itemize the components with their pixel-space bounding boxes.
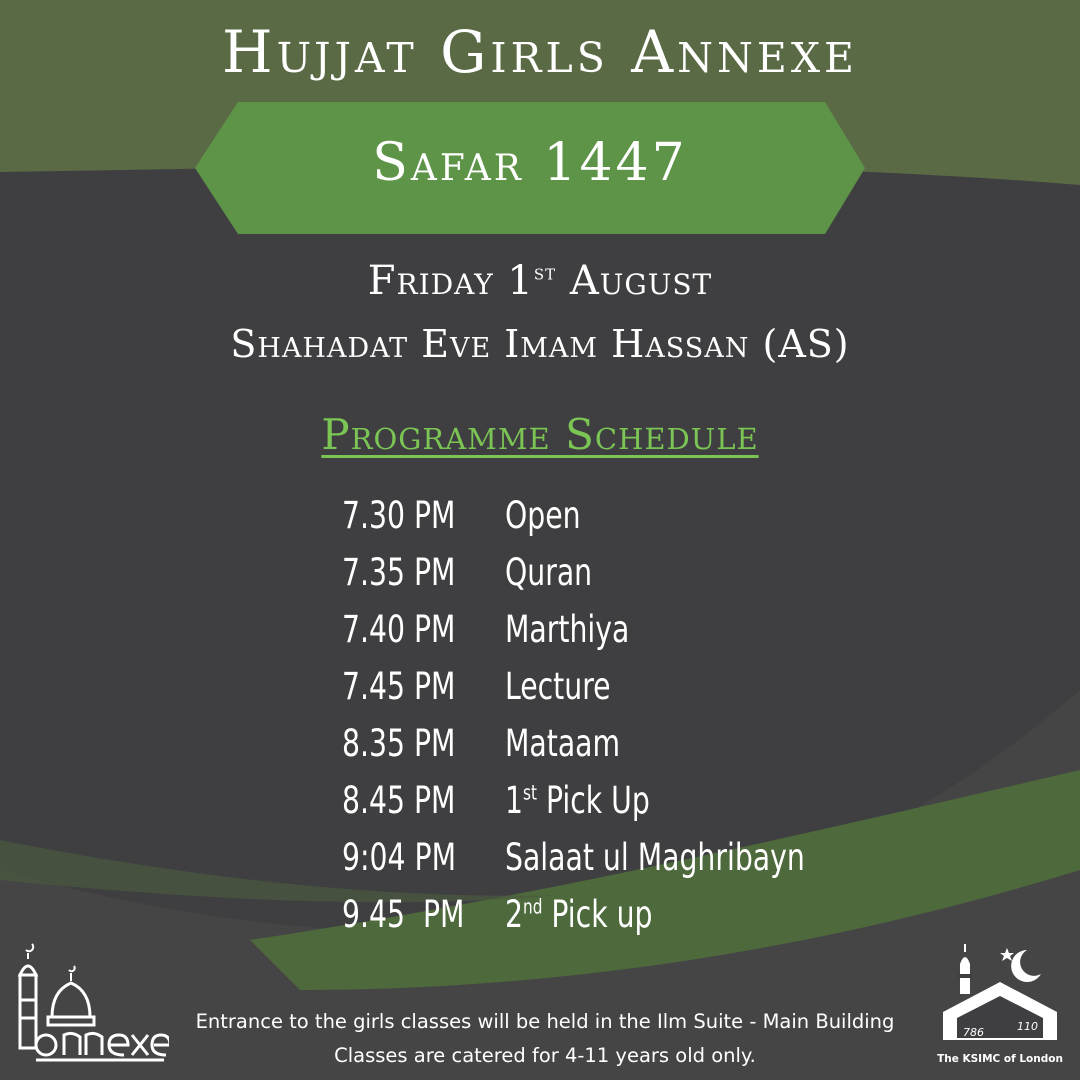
event-title: Shahadat Eve Imam Hassan (AS) bbox=[230, 322, 850, 366]
date-line bbox=[0, 258, 1080, 304]
schedule-item: Open bbox=[505, 494, 581, 537]
schedule-item: Marthiya bbox=[505, 608, 630, 651]
logo-number-right: 110 bbox=[1017, 1020, 1038, 1033]
schedule-time: 8.45 PM bbox=[342, 779, 456, 822]
schedule-row bbox=[342, 772, 858, 829]
schedule-row bbox=[342, 829, 858, 886]
schedule-item: Salaat ul Maghribayn bbox=[505, 836, 805, 879]
schedule-item: Mataam bbox=[505, 722, 621, 765]
banner-text: Safar 1447 bbox=[372, 133, 688, 193]
star-icon bbox=[1000, 948, 1014, 961]
crescent-icon bbox=[1011, 950, 1041, 982]
schedule-row bbox=[342, 544, 858, 601]
schedule-item-sup: st bbox=[523, 780, 537, 805]
date-prefix: Friday 1 bbox=[367, 258, 534, 304]
schedule-item bbox=[505, 893, 652, 936]
schedule-row bbox=[342, 658, 858, 715]
schedule-time: 9:04 PM bbox=[342, 836, 456, 879]
schedule-row bbox=[342, 487, 858, 544]
schedule-time: 8.35 PM bbox=[342, 722, 456, 765]
schedule-item-prefix: 1 bbox=[505, 779, 524, 822]
schedule-item bbox=[505, 779, 650, 822]
schedule-list bbox=[342, 487, 858, 943]
footer-line-1: Entrance to the girls classes will be held in the Ilm Suite - Main Building bbox=[195, 1010, 895, 1033]
schedule-row bbox=[342, 886, 858, 943]
page-title: Hujjat Girls Annexe bbox=[222, 18, 858, 86]
schedule-time: 7.40 PM bbox=[342, 608, 456, 651]
logo-number-left: 786 bbox=[963, 1026, 984, 1039]
annexe-logo bbox=[14, 935, 169, 1070]
date-sup: st bbox=[533, 260, 557, 286]
schedule-item-sup: nd bbox=[523, 894, 543, 919]
date-suffix: August bbox=[556, 258, 713, 304]
schedule-time: 7.45 PM bbox=[342, 665, 456, 708]
schedule-heading: Programme Schedule bbox=[321, 410, 759, 459]
schedule-time: 7.35 PM bbox=[342, 551, 456, 594]
footer-line-2: Classes are catered for 4-11 years old only. bbox=[334, 1044, 756, 1067]
schedule-item-text: Pick up bbox=[542, 893, 653, 936]
schedule-item-text: Pick Up bbox=[536, 779, 650, 822]
schedule-item: Quran bbox=[505, 551, 593, 594]
schedule-item-prefix: 2 bbox=[505, 893, 524, 936]
schedule-row bbox=[342, 601, 858, 658]
schedule-row bbox=[342, 715, 858, 772]
schedule-time: 7.30 PM bbox=[342, 494, 456, 537]
schedule-time: 9.45 PM bbox=[342, 893, 465, 936]
ksimc-label: The KSIMC of London bbox=[937, 1053, 1063, 1065]
schedule-item: Lecture bbox=[505, 665, 611, 708]
